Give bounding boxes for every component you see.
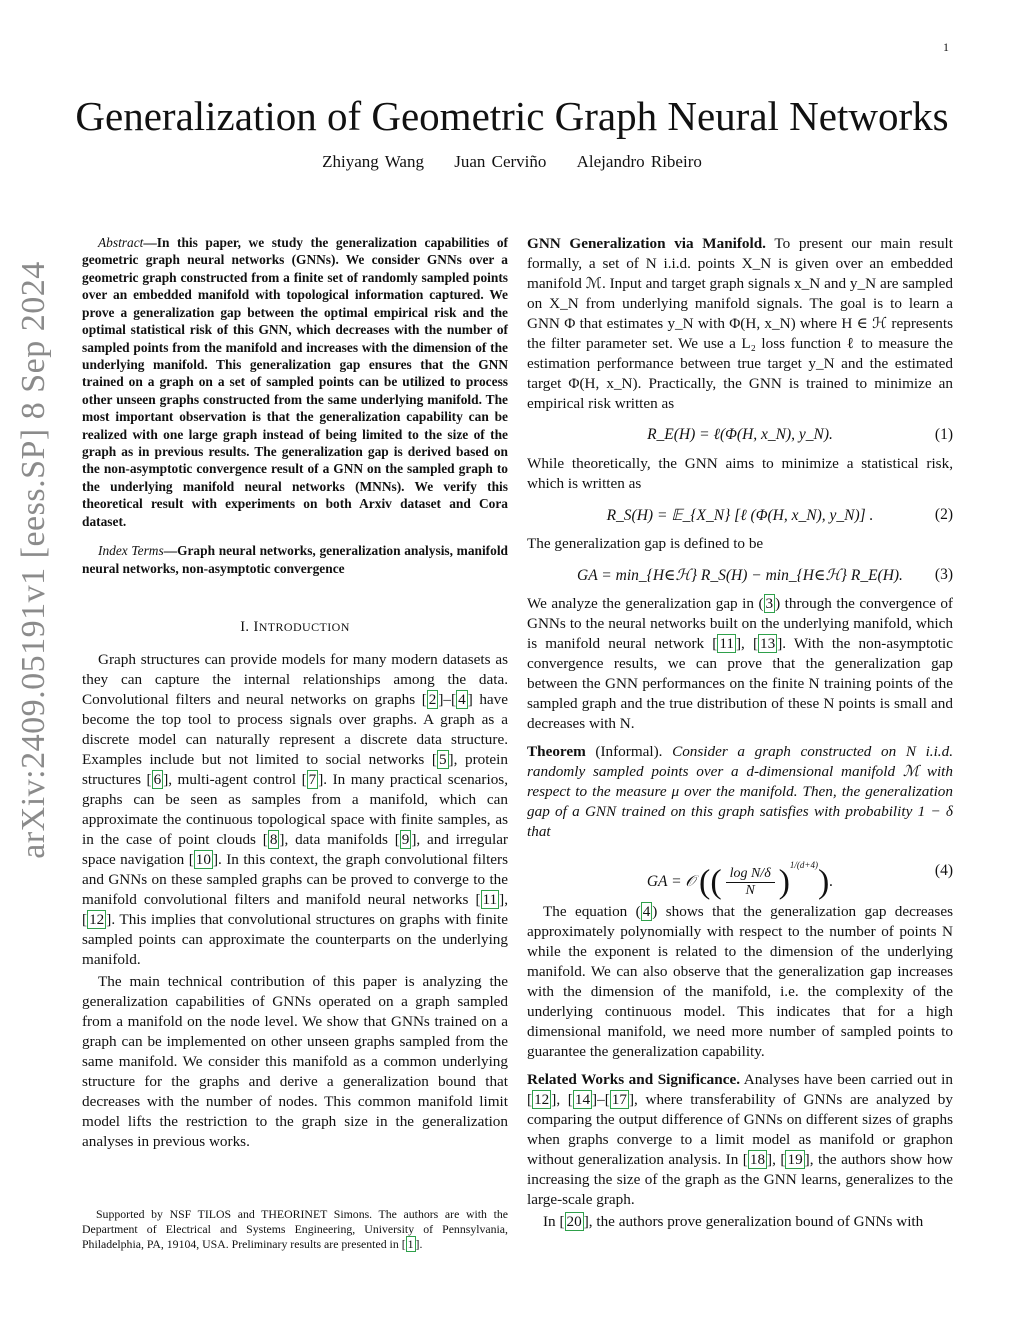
gap-analysis-paragraph: We analyze the generalization gap in ( 3 ) through the convergence of GNNs to the neural networks built on the underlying manifold, which is manifold neural network [ 11 ], [ 13 ]. With the non-asymptotic convergence results, we can prove that the generalization gap between the GNN performances on the finite N training points of the sampled graph and the true distribution of these N points is small and decreases with N. xyxy=(527,595,953,732)
section-initial: I xyxy=(253,619,259,636)
section-numeral: I. xyxy=(240,619,254,636)
equation-2: R_S(H) = 𝔼_{X_N} [ℓ (Φ(H, x_N), y_N)] . (2) xyxy=(606,506,953,524)
author-name: Zhiyang Wang xyxy=(322,152,424,171)
citation-link[interactable]: 18 xyxy=(749,1151,766,1168)
fraction: $\frac{\text{log N/δ}}{N}$ xyxy=(726,866,775,899)
equation-4: GA = 𝒪 (( $\frac{\text{log N/δ}}{N}$ )$^{1/(d+4)}$). (4) xyxy=(646,860,953,901)
gnn-generalization-paragraph: GNN Generalization via Manifold. To present our main result formally, a set of N i.i.d. points X_N is given over an embedded manifold ℳ. Input and target graph signals x_N and y_N are sampled on X_N from underlying manifold signals. The goal is to learn a GNN Φ that estimates y_N with Φ(H, x_N) where H ∈ ℋ represents the filter parameter set. We use a L₂ loss function ℓ to measure the estimation performance between true target y_N and the estimated target Φ(H, x_N). Practically, the GNN is trained to minimize an empirical risk written as xyxy=(527,235,953,412)
citation-link[interactable]: 11 xyxy=(719,635,734,652)
right-column xyxy=(527,234,953,1232)
paragraph-heading: GNN Generalization via Manifold. xyxy=(527,235,766,252)
left-column xyxy=(82,234,508,1152)
citation-link[interactable]: 13 xyxy=(760,635,776,652)
equation-link[interactable]: 4 xyxy=(642,903,651,920)
paragraph-heading: Related Works and Significance. xyxy=(527,1071,740,1088)
equation-link[interactable]: 3 xyxy=(765,595,774,612)
equation-number: (4) xyxy=(934,862,953,879)
citation-link[interactable]: 17 xyxy=(611,1091,627,1108)
citation-link[interactable]: 10 xyxy=(195,851,211,869)
abstract-label: Abstract xyxy=(98,235,144,250)
statistical-risk-paragraph: While theoretically, the GNN aims to minimize a statistical risk, which is written as xyxy=(527,455,953,492)
paper-title: Generalization of Geometric Graph Neural Networks xyxy=(75,93,949,139)
citation-link[interactable]: 12 xyxy=(89,911,105,929)
related-works-paragraph: Related Works and Significance. Analyses have been carried out in [ 12 ], [ 14 ]–[ 17 ], where transferability of GNNs are analyzed by comparing the output difference of GNNs on different sizes of graphs when graphs converge to a limit model as manifold or graphon without generalization analysis. In [ 18 ], [ 19 ], the authors show how increasing the size of the graph as the GNN learns, generalizes to the large-scale graph. xyxy=(527,1071,953,1208)
citation-link[interactable]: 14 xyxy=(574,1091,591,1108)
citation-link[interactable]: 8 xyxy=(269,831,278,849)
citation-link[interactable]: 20 xyxy=(566,1213,582,1230)
equation-3: GA = min_{H∈ℋ} R_S(H) − min_{H∈ℋ} R_E(H). (3) xyxy=(577,566,953,584)
arxiv-stamp[interactable]: arXiv:2409.05191v1 [eess.SP] 8 Sep 2024 xyxy=(15,261,52,859)
gap-definition-paragraph: The generalization gap is defined to be xyxy=(527,535,764,552)
abstract-text: —In this paper, we study the generalization capabilities of geometric graph neural networks (GNNs). We consider GNNs over a geometric graph constructed from a finite set of randomly sampled points over an embedded manifold with topological information captured. We prove a generalization gap between the optimal empirical risk and the optimal statistical risk of this GNN, which decreases with the number of sampled points from the manifold and increases with the dimension of the underlying manifold. This generalization gap ensures that the GNN trained on a graph on a set of sampled points can be utilized to process other unseen graphs constructed from the same underlying manifold. The most important observation is that the generalization capability can be realized with one large graph instead of being limited to the size of the graph as in previous results. The generalization gap is derived based on the non-asymptotic convergence result of a GNN on the sampled graph to the underlying manifold neural networks (MNNs). We verify this theoretical result with experiments on both Arxiv dataset and Cora dataset. xyxy=(82,235,508,529)
citation-link[interactable]: 12 xyxy=(534,1091,550,1108)
equation-number: (1) xyxy=(934,426,953,443)
intro-paragraph-2: The main technical contribution of this paper is analyzing the generalization capabilities of GNNs operated on a graph sampled from a manifold on the node level. We show that GNNs trained on a graph can be implemented on other unseen graphs sampled from the same manifold. We consider this manifold as a common underlying structure for the graphs and derive a generalization bound that decreases with the number of nodes. This common manifold limit model lifts the restriction to the graph size in the generalization analyses in previous works. xyxy=(82,973,508,1151)
author-name: Alejandro Ribeiro xyxy=(576,152,702,171)
theorem-label: Theorem xyxy=(527,743,586,760)
citation-link[interactable]: 9 xyxy=(401,831,410,849)
section-heading xyxy=(82,619,508,636)
citation-link[interactable]: 2 xyxy=(428,691,437,709)
equation-number: (2) xyxy=(934,506,953,523)
citation-link[interactable]: 7 xyxy=(308,771,317,789)
index-terms xyxy=(82,542,508,577)
citation-link[interactable]: 5 xyxy=(438,751,447,769)
citation-link[interactable]: 19 xyxy=(787,1151,803,1168)
author-name: Juan Cerviño xyxy=(454,152,547,171)
footnote: Supported by NSF TILOS and THEORINET Simons. The authors are with the Department of Electrical and Systems Engineering, University of Pennsylvania, Philadelphia, PA, 19104, USA. Preliminary results are presented in [ 1 ]. xyxy=(82,1207,508,1251)
citation-link[interactable]: 1 xyxy=(407,1237,414,1251)
equation-1: R_E(H) = ℓ(Φ(H, x_N), y_N). (1) xyxy=(647,426,953,443)
intro-paragraph-1: Graph structures can provide models for many modern datasets as they can capture the internal relationships among the data. Convolutional filters and neural networks on graphs [ 2 ]–[ 4 ] have become the top tool to process signals over graphs. A graph as a discrete model can naturally represent a discrete data structure. Examples include but not limited to social networks [ 5 ], protein structures [ 6 ], multi-agent control [ 7 ]. In many practical scenarios, graphs can be seen as samples from a manifold, which can approximate the continuous topological space with finite samples, as in the case of point clouds [ 8 ], data manifolds [ 9 ], and irregular space navigation [ 10 ]. In this context, the graph convolutional filters and GNNs on these sampled graphs can be proved to converge to the manifold convolutional filters and manifold neural networks [ 11 ], [ 12 ]. This implies that convolutional structures on graphs with finite sampled points can approximate the counterparts on the underlying manifold. xyxy=(82,651,509,969)
citation-link[interactable]: 11 xyxy=(482,891,498,909)
citation-link[interactable]: 6 xyxy=(153,771,162,789)
index-terms-label: Index Terms xyxy=(98,543,164,559)
theorem-statement: Theorem (Informal). Consider a graph constructed on N i.i.d. randomly sampled points over a d-dimensional manifold ℳ with respect to the measure μ over the manifold. Then, the generalization gap of a GNN trained on this graph satisfies with probability 1 − δ that xyxy=(527,743,953,840)
generalization-bound-paragraph: In [ 20 ], the authors prove generalization bound of GNNs with xyxy=(543,1213,924,1230)
index-terms-text: —Graph neural networks, generalization analysis, manifold neural networks, non-asymptotic convergence xyxy=(82,543,508,576)
equation-discussion-paragraph: The equation ( 4 ) shows that the generalization gap decreases approximately polynomially with respect to the number of points N while the exponent is related to the dimension of the underlying manifold. We can also observe that the generalization gap increases with the dimension of the manifold, i.e. the complexity of the underlying continuous model. This indicates that for a high dimensional manifold, we need more number of sampled points to guarantee the generalization capability. xyxy=(527,903,953,1060)
citation-link[interactable]: 4 xyxy=(458,691,466,709)
page-number: 1 xyxy=(943,40,949,54)
abstract xyxy=(82,234,508,530)
equation-number: (3) xyxy=(934,566,953,583)
section-title-rest: NTRODUCTION xyxy=(258,620,350,635)
author-list xyxy=(0,152,1024,172)
